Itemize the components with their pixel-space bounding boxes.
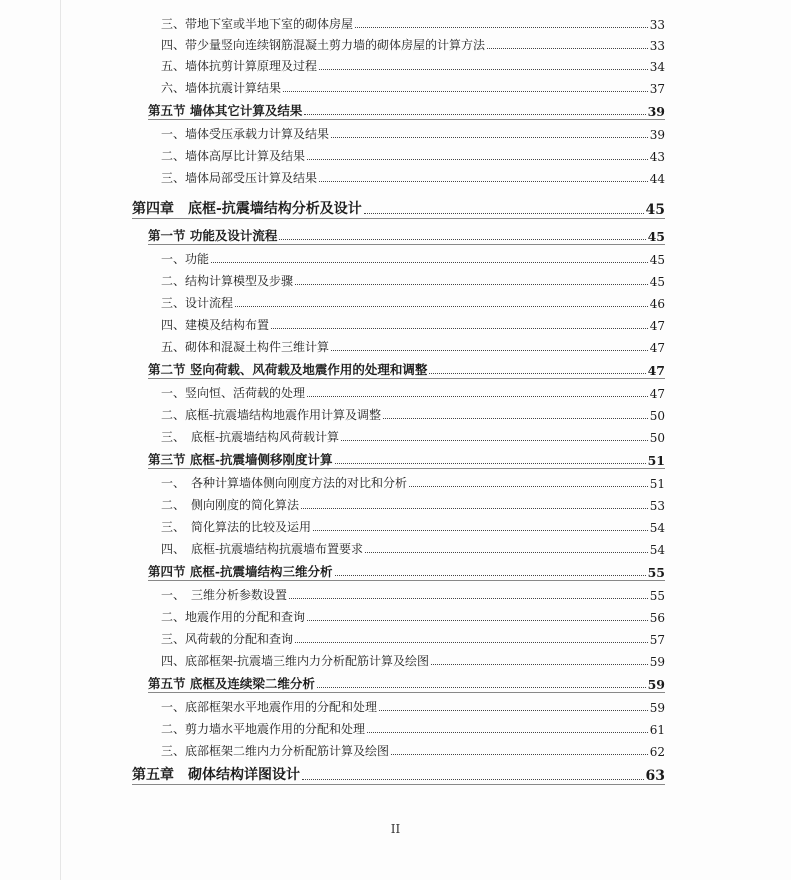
toc-entry-title: 四、建模及结构布置 — [161, 318, 270, 332]
toc-dot-leader — [313, 529, 648, 531]
toc-subsection — [161, 338, 665, 355]
toc-entry-page: 51 — [649, 477, 665, 491]
toc-entry-title: 二、结构计算模型及步骤 — [161, 274, 294, 288]
toc-dot-leader — [301, 507, 648, 509]
toc-dot-leader — [331, 136, 648, 138]
toc-dot-leader — [429, 372, 645, 374]
toc-subsection — [161, 384, 665, 401]
toc-entry-page: 51 — [647, 453, 665, 468]
toc-entry-page: 54 — [649, 521, 665, 535]
toc-entry-title: 第五章 砌体结构详图设计 — [132, 767, 300, 783]
toc-entry-page: 33 — [649, 39, 665, 53]
toc-entry-title: 一、墙体受压承载力计算及结果 — [161, 127, 330, 141]
toc-dot-leader — [211, 261, 648, 263]
toc-entry-title: 一、底部框架水平地震作用的分配和处理 — [161, 700, 378, 714]
toc-entry-title: 一、 各种计算墙体侧向刚度方法的对比和分析 — [161, 476, 408, 490]
toc-dot-leader — [304, 113, 645, 115]
toc-entry-page: 59 — [649, 655, 665, 669]
toc-entry-page: 59 — [649, 701, 665, 715]
toc-dot-leader — [331, 349, 648, 351]
toc-entry-title: 三、 底框-抗震墙结构风荷载计算 — [161, 430, 340, 444]
toc-dot-leader — [335, 574, 646, 576]
toc-dot-leader — [379, 709, 648, 711]
toc-dot-leader — [335, 462, 646, 464]
toc-subsection — [161, 272, 665, 289]
toc-entry-page: 45 — [649, 253, 665, 267]
toc-entry-page: 53 — [649, 499, 665, 513]
toc-subsection — [161, 698, 665, 715]
toc-chapter — [132, 764, 665, 784]
toc-subsection — [161, 294, 665, 311]
toc-dot-leader — [302, 778, 644, 780]
heading-separator — [148, 244, 665, 245]
toc-dot-leader — [307, 395, 648, 397]
toc-dot-leader — [317, 686, 646, 688]
toc-entry-title: 二、剪力墙水平地震作用的分配和处理 — [161, 722, 366, 736]
toc-dot-leader — [295, 283, 648, 285]
toc-entry-title: 二、墙体高厚比计算及结果 — [161, 149, 306, 163]
toc-entry-title: 一、竖向恒、活荷载的处理 — [161, 386, 306, 400]
toc-subsection — [161, 586, 665, 603]
toc-chapter — [132, 198, 665, 218]
toc-dot-leader — [391, 753, 648, 755]
toc-subsection — [161, 474, 665, 491]
toc-entry-page: 34 — [649, 60, 665, 74]
toc-entry-page: 63 — [645, 768, 665, 784]
toc-entry-title: 二、底框-抗震墙结构地震作用计算及调整 — [161, 408, 382, 422]
toc-entry-page: 37 — [649, 82, 665, 96]
toc-subsection — [161, 316, 665, 333]
toc-entry-title: 四、带少量竖向连续钢筋混凝土剪力墙的砌体房屋的计算方法 — [161, 38, 486, 52]
toc-entry-page: 50 — [649, 431, 665, 445]
toc-subsection — [161, 630, 665, 647]
toc-entry-page: 45 — [645, 202, 665, 218]
toc-dot-leader — [409, 485, 648, 487]
toc-entry-title: 第四节 底框-抗震墙结构三维分析 — [148, 564, 333, 579]
toc-entry-title: 第四章 底框-抗震墙结构分析及设计 — [132, 201, 362, 217]
toc-entry-page: 54 — [649, 543, 665, 557]
toc-subsection — [161, 406, 665, 423]
toc-entry-page: 62 — [649, 745, 665, 759]
toc-subsection — [161, 250, 665, 267]
toc-dot-leader — [235, 305, 648, 307]
toc-section — [148, 360, 665, 378]
toc-section — [148, 674, 665, 692]
toc-entry-title: 第三节 底框-抗震墙侧移刚度计算 — [148, 452, 333, 467]
toc-dot-leader — [487, 47, 648, 49]
toc-entry-title: 六、墙体抗震计算结果 — [161, 81, 282, 95]
toc-entry-title: 三、墙体局部受压计算及结果 — [161, 171, 318, 185]
toc-dot-leader — [383, 417, 648, 419]
toc-entry-title: 第二节 竖向荷载、风荷载及地震作用的处理和调整 — [148, 362, 428, 377]
toc-dot-leader — [365, 551, 648, 553]
toc-dot-leader — [307, 619, 648, 621]
toc-dot-leader — [319, 180, 648, 182]
toc-section — [148, 101, 665, 119]
toc-dot-leader — [295, 641, 648, 643]
toc-dot-leader — [271, 327, 648, 329]
toc-subsection — [161, 169, 665, 186]
toc-section — [148, 562, 665, 580]
toc-entry-title: 三、底部框架二维内力分析配筋计算及绘图 — [161, 744, 390, 758]
toc-entry-page: 39 — [649, 128, 665, 142]
toc-entry-page: 55 — [649, 589, 665, 603]
heading-separator — [148, 468, 665, 469]
toc-subsection — [161, 125, 665, 142]
toc-dot-leader — [341, 439, 648, 441]
toc-dot-leader — [364, 212, 644, 214]
heading-separator — [148, 378, 665, 379]
toc-subsection — [161, 36, 665, 53]
toc-dot-leader — [355, 26, 648, 28]
toc-entry-title: 三、带地下室或半地下室的砌体房屋 — [161, 17, 354, 31]
toc-entry-page: 39 — [647, 104, 665, 119]
toc-dot-leader — [431, 663, 648, 665]
toc-dot-leader — [319, 68, 648, 70]
toc-dot-leader — [289, 597, 648, 599]
toc-entry-page: 61 — [649, 723, 665, 737]
toc-entry-page: 47 — [649, 387, 665, 401]
toc-subsection — [161, 15, 665, 32]
toc-subsection — [161, 428, 665, 445]
toc-entry-page: 55 — [647, 565, 665, 580]
toc-subsection — [161, 79, 665, 96]
toc-dot-leader — [283, 90, 648, 92]
heading-separator — [148, 119, 665, 120]
toc-entry-page: 57 — [649, 633, 665, 647]
toc-entry-page: 46 — [649, 297, 665, 311]
toc-entry-title: 三、设计流程 — [161, 296, 234, 310]
toc-dot-leader — [307, 158, 648, 160]
toc-dot-leader — [367, 731, 648, 733]
toc-entry-page: 45 — [647, 229, 665, 244]
toc-entry-title: 四、 底框-抗震墙结构抗震墙布置要求 — [161, 542, 364, 556]
toc-entry-title: 第五节 底框及连续梁二维分析 — [148, 676, 315, 691]
heading-separator — [148, 692, 665, 693]
toc-entry-title: 第一节 功能及设计流程 — [148, 228, 278, 243]
heading-separator — [148, 580, 665, 581]
toc-subsection — [161, 540, 665, 557]
toc-entry-page: 50 — [649, 409, 665, 423]
toc-subsection — [161, 57, 665, 74]
toc-entry-page: 33 — [649, 18, 665, 32]
toc-entry-title: 一、功能 — [161, 252, 210, 266]
toc-entry-title: 二、地震作用的分配和查询 — [161, 610, 306, 624]
heading-separator — [132, 784, 665, 785]
toc-entry-page: 47 — [647, 363, 665, 378]
toc-subsection — [161, 720, 665, 737]
toc-entry-title: 五、墙体抗剪计算原理及过程 — [161, 59, 318, 73]
toc-entry-page: 43 — [649, 150, 665, 164]
toc-entry-page: 56 — [649, 611, 665, 625]
toc-section — [148, 226, 665, 244]
toc-section — [148, 450, 665, 468]
toc-entry-title: 一、 三维分析参数设置 — [161, 588, 288, 602]
toc-entry-title: 三、 简化算法的比较及运用 — [161, 520, 312, 534]
toc-subsection — [161, 652, 665, 669]
page-number: II — [390, 822, 401, 836]
toc-entry-title: 五、砌体和混凝土构件三维计算 — [161, 340, 330, 354]
toc-entry-title: 第五节 墙体其它计算及结果 — [148, 103, 303, 118]
toc-entry-page: 47 — [649, 341, 665, 355]
toc-subsection — [161, 518, 665, 535]
toc-entry-page: 45 — [649, 275, 665, 289]
toc-entry-title: 二、 侧向刚度的简化算法 — [161, 498, 300, 512]
toc-subsection — [161, 147, 665, 164]
heading-separator — [132, 218, 665, 219]
toc-subsection — [161, 742, 665, 759]
toc-entry-page: 59 — [647, 677, 665, 692]
toc-entry-page: 47 — [649, 319, 665, 333]
toc-dot-leader — [279, 238, 645, 240]
toc-entry-title: 四、底部框架-抗震墙三维内力分析配筋计算及绘图 — [161, 654, 430, 668]
toc-entry-page: 44 — [649, 172, 665, 186]
toc-subsection — [161, 608, 665, 625]
toc-entry-title: 三、风荷载的分配和查询 — [161, 632, 294, 646]
toc-subsection — [161, 496, 665, 513]
